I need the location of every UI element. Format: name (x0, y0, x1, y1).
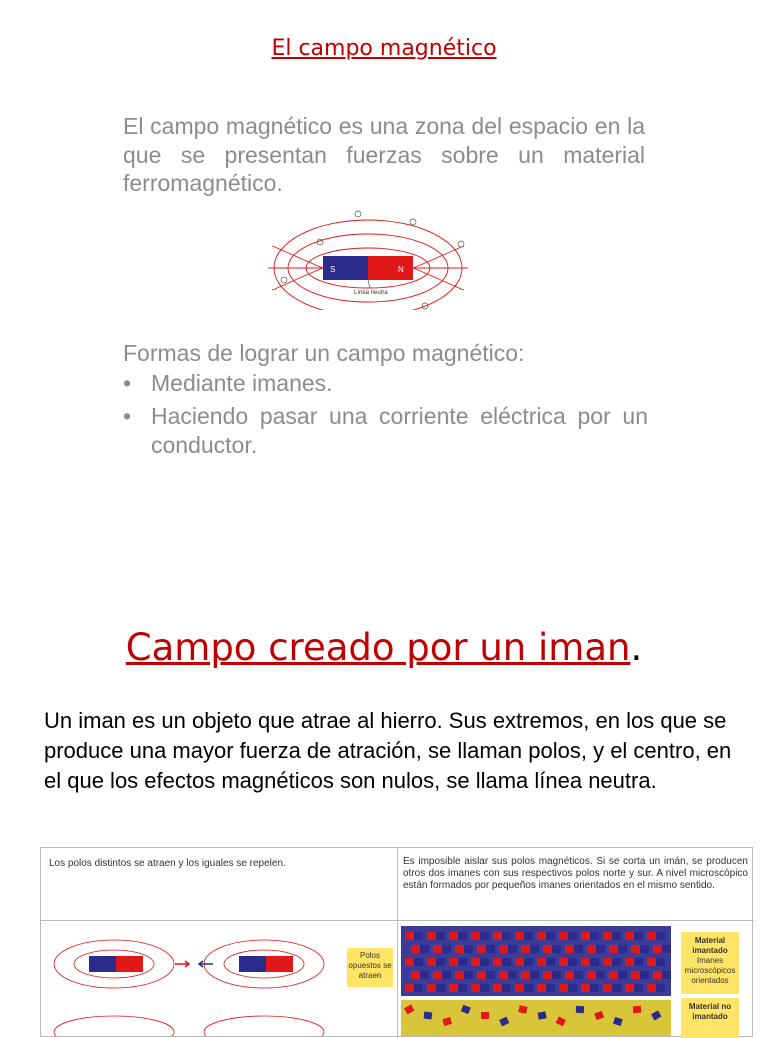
right-caption: Es imposible aislar sus polos magnéticos. Si se corta un imán, se producen otros dos imanes con sus respectivos polos norte y sur. A nivel microscópico están formados por pequeños imanes orientados en el mismo sentido. (403, 856, 748, 891)
magnet-properties-panel (40, 847, 753, 1037)
magnet-field-figure (268, 210, 468, 310)
left-caption: Los polos distintos se atraen y los iguales se repelen. (49, 858, 286, 869)
attraction-figure (49, 926, 349, 1036)
magnetized-label: Material imantado Imanes microscópicos orientados (681, 932, 739, 994)
magnet-north-pole (368, 256, 413, 280)
section-title-2: Campo creado por un iman. (125, 626, 643, 669)
microscopic-magnets-figure (401, 926, 671, 1036)
forms-list (123, 338, 648, 460)
non-magnetized-label: Material no imantado (681, 998, 739, 1038)
magnet-paragraph: Un iman es un objeto que atrae al hierro. Sus extremos, en los que se produce una mayor fuerza de atración, se llaman polos, y el centro, en el que los efectos magnéticos son nulos, se llama línea neutra. (44, 708, 732, 793)
intro-paragraph: El campo magnético es una zona del espacio en la que se presentan fuerzas sobre un material ferromagnético. (123, 113, 645, 196)
pole-n-label: N (398, 265, 404, 274)
section-title-2-text: Campo creado por un iman (125, 626, 631, 669)
forms-heading: Formas de lograr un campo magnético: (123, 340, 525, 366)
neutral-line-label: Línea neutra (354, 290, 388, 296)
opposite-poles-label: Polos opuestos se atraen (347, 948, 393, 987)
list-item: • Mediante imanes. (123, 370, 333, 396)
section-title: El campo magnético (271, 36, 497, 61)
list-item: • Haciendo pasar una corriente eléctrica por un conductor. (123, 403, 648, 458)
pole-s-label: S (330, 265, 336, 274)
